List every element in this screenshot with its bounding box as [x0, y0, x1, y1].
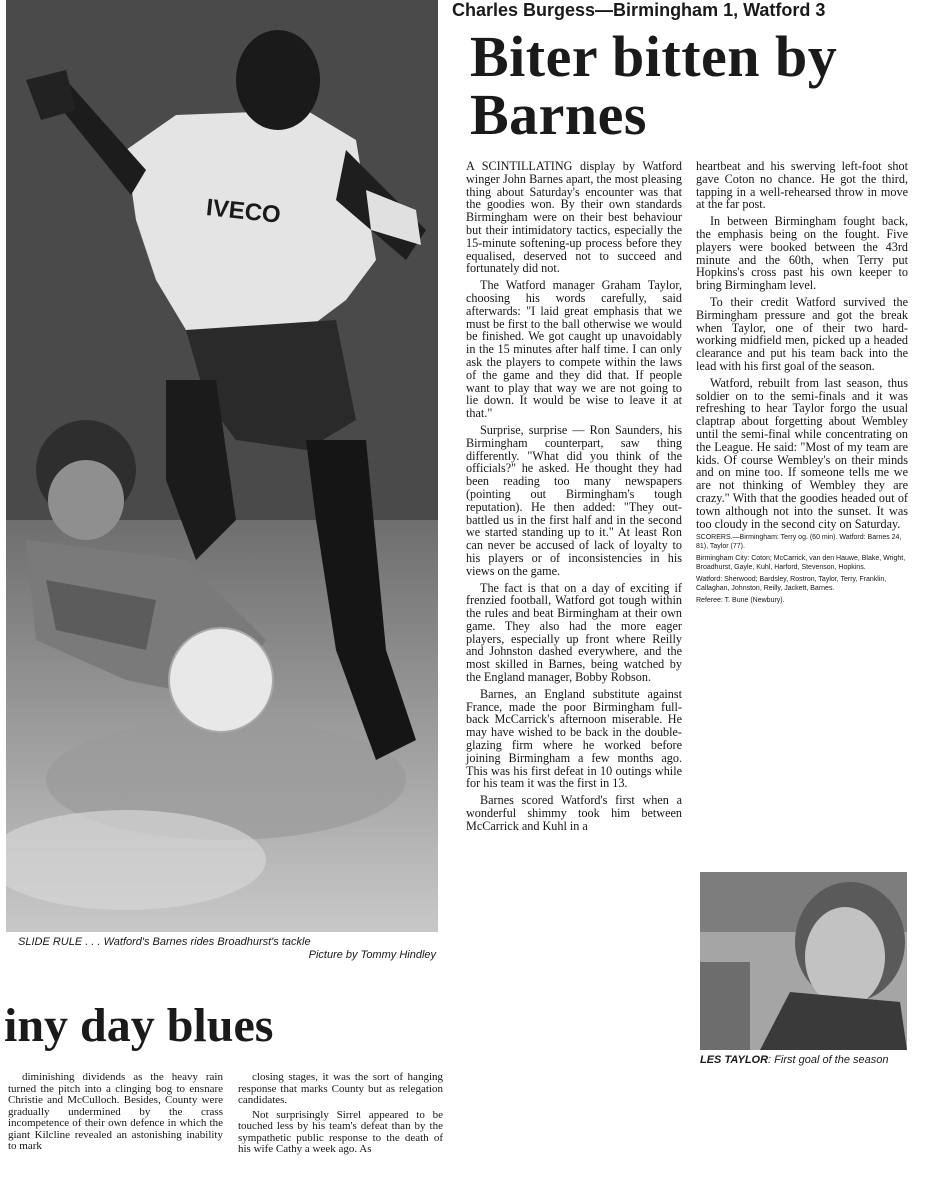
article-column-2: [696, 160, 908, 610]
byline: Charles Burgess—Birmingham 1, Watford 3: [452, 0, 826, 20]
paragraph: The Watford manager Graham Taylor, choosing his words carefully, said afterwards: "I laid great emphasis that we must be first to the ball otherwise we would be finished. We got caught up unavoidably in the 15 minutes after half time. I can only ask the players to compete within the laws of the game and they did that. If people want to play that way we are not going to lie down. It would be wise to leave it at that.": [466, 278, 682, 421]
other-headline: iny day blues: [4, 999, 274, 1052]
shirt-sponsor: IVECO: [204, 194, 282, 229]
article-column-1: [466, 160, 682, 837]
paragraph: Not surprisingly Sirrel appeared to be touched less by his team's defeat than by the sympathetic public response to the death of his wife Cathy a week ago. As: [238, 1108, 443, 1155]
paragraph: A SCINTILLATING display by Watford winger John Barnes apart, the most pleasing thing about Saturday's encounter was that the goodies won. By their own standards Birmingham were on their best behaviour but their intimidatory tactics, especially the 15-minute softening-up process before they equalised, deserved not to succeed and fortunately did not.: [466, 159, 682, 276]
scorers-box: [696, 534, 908, 606]
paragraph: closing stages, it was the sort of hanging response that marks County but as relegation candidates.: [238, 1071, 443, 1106]
paragraph: Barnes, an England substitute against France, made the poor Birmingham full-back McCarrick's afternoon miserable. He may have wished to be back in the double-glazing firm where he worked before joining Birmingham a few months ago. This was his first defeat in 10 outings while for his team it was the first in 13.: [466, 686, 682, 791]
paragraph: Surprise, surprise — Ron Saunders, his Birmingham counterpart, saw thing differently. "What did you think of the officials?" he asked. He thought they had been reading too many newspapers (pointing out Birmingham's tough reputation). He then added: "They out-battled us in the first half and in the second we started standing up to it." At least Ron can never be accused of lack of loyalty to his players or of inconsistencies in his views on the game.: [466, 422, 682, 578]
paragraph: Barnes scored Watford's first when a wonderful shimmy took him between McCarrick and Kuhl in a: [466, 793, 682, 833]
team-line: Birmingham City: Coton; McCarrick, van den Hauwe, Blake, Wright, Broadhurst, Gayle, Kuhl, Harford, Stevenson, Hopkins.: [696, 555, 906, 571]
photo-credit: Picture by Tommy Hindley: [308, 949, 436, 961]
portrait-photo: [700, 872, 907, 1050]
action-photo: [6, 0, 438, 932]
caption-name: LES TAYLOR: [700, 1054, 769, 1066]
portrait-illustration: [700, 872, 907, 1050]
team-line: Watford: Sherwood; Bardsley, Rostron, Taylor, Terry, Franklin, Callaghan, Johnston, Reilly, Jackett, Barnes.: [696, 576, 887, 592]
scorers-line: SCORERS.—Birmingham: Terry og. (60 min). Watford: Barnes 24, 81), Taylor (77).: [696, 534, 902, 550]
paragraph: In between Birmingham fought back, the emphasis being on the fought. Five players were booked between the 43rd minute and the 60th, when Terry put Hopkins's cross past his own keeper to bring Birmingham level.: [696, 214, 908, 293]
referee-line: Referee: T. Bune (Newbury).: [696, 597, 785, 605]
paragraph: diminishing dividends as the heavy rain turned the pitch into a clinging bog to ensnare Christie and McCulloch. Besides, County were gradually undermined by the crass incompetence of their own defence in which the giant Kilcline revealed an astonishing inability to mark: [8, 1071, 223, 1152]
photo-caption: [18, 936, 438, 962]
paragraph: The fact is that on a day of exciting if frenzied football, Watford got tough within the rules and beat Birmingham at their own game. They also had the more eager players, especially up front where Reilly and Johnston dashed everywhere, and the most skilled in Barnes, being watched by the England manager, Bobby Robson.: [466, 580, 682, 685]
headline: Biter bitten by Barnes: [470, 24, 838, 147]
paragraph: heartbeat and his swerving left-foot shot gave Coton no chance. He got the third, tapping in a well-rehearsed throw in move at the far post.: [696, 159, 908, 212]
paragraph: To their credit Watford survived the Birmingham pressure and got the break when Taylor, one of their two hard-working midfield men, picked up a headed clearance and put his team back into the lead with his first goal of the season.: [696, 294, 908, 373]
paragraph: Watford, rebuilt from last season, thus soldier on to the semi-finals and it was refreshing to hear Taylor forgo the usual claptrap about forgetting about Wembley until the semi-final while concentrating on the League. He said: "Most of my team are kids. Of course Wembley's on their minds and on mine too. If someone tells me we are not thinking of Wembley they are crazy." With that the goodies headed out of town although not into the sunset. It was too cloudy in the second city on Saturday.: [696, 375, 908, 531]
other-column-1: [8, 1072, 223, 1156]
other-column-2: [238, 1072, 443, 1159]
portrait-caption: [700, 1054, 907, 1067]
caption-text: : First goal of the season: [768, 1054, 889, 1066]
caption-text: SLIDE RULE . . . Watford's Barnes rides Broadhurst's tackle: [18, 936, 311, 948]
photo-illustration: [6, 0, 438, 932]
